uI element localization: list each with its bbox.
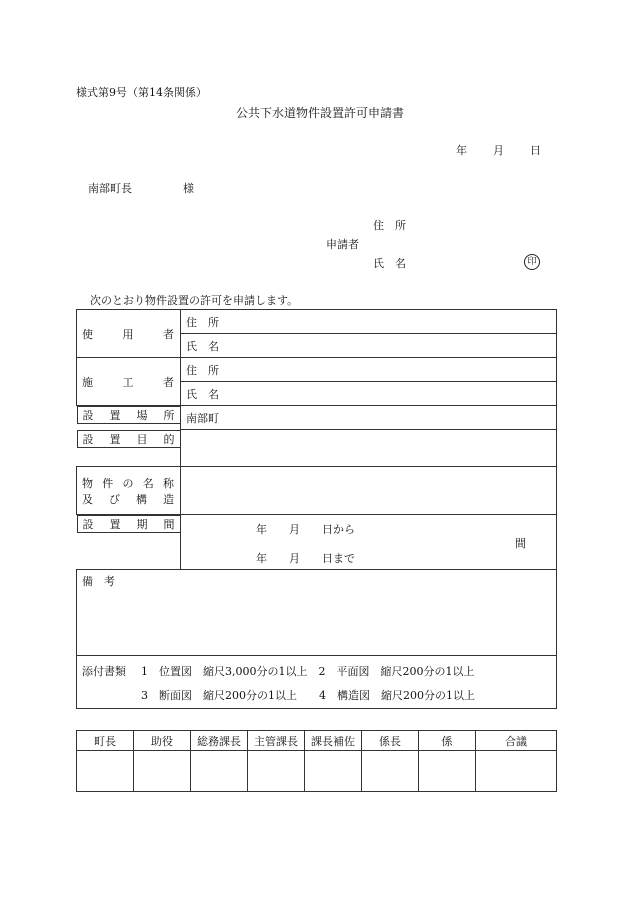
period-to: 年 月 日まで <box>256 552 355 565</box>
approval-stamp-7 <box>476 751 557 792</box>
attachments-line2: 3 断面図 縮尺200分の1以上 4 構造図 縮尺200分の1以上 <box>141 689 475 702</box>
period-span: 間 <box>515 537 526 550</box>
approval-stamp-5 <box>362 751 419 792</box>
location-value: 南部町 <box>181 406 557 430</box>
attachments-label: 添付書類 <box>82 665 126 678</box>
seal-icon <box>524 254 540 270</box>
user-label <box>82 326 175 342</box>
purpose-label: 設 置 目 的 <box>77 430 181 448</box>
object-label-line2: 及 び 構 造 <box>82 492 174 506</box>
user-label-text: 使 用 者 <box>82 327 174 341</box>
approval-header-2: 総務課長 <box>191 731 248 751</box>
attachments-line1: 1 位置図 縮尺3,000分の1以上 2 平面図 縮尺200分の1以上 <box>141 665 475 678</box>
contractor-name-label: 氏 名 <box>181 382 557 406</box>
approval-header-6: 係 <box>419 731 476 751</box>
approval-stamp-3 <box>248 751 305 792</box>
addressee-name: 南部町長 <box>88 182 132 195</box>
approval-header-3: 主管課長 <box>248 731 305 751</box>
approval-stamp-4 <box>305 751 362 792</box>
object-value <box>181 467 557 515</box>
applicant-label: 申請者 <box>326 238 359 251</box>
approval-table <box>76 730 557 792</box>
date-day: 日 <box>530 144 541 157</box>
user-name-label: 氏 名 <box>181 334 557 358</box>
object-label-line1: 物 件 の 名 称 <box>82 476 174 490</box>
approval-header-5: 係長 <box>362 731 419 751</box>
page-title: 公共下水道物件設置許可申請書 <box>236 106 405 120</box>
remarks-cell <box>77 570 557 656</box>
contractor-address-label: 住 所 <box>181 358 557 382</box>
approval-header-7: 合議 <box>476 731 557 751</box>
purpose-value <box>181 430 557 467</box>
user-label-cell <box>77 310 181 358</box>
application-table <box>76 309 557 709</box>
period-from: 年 月 日から <box>256 523 355 536</box>
approval-stamp-6 <box>419 751 476 792</box>
applicant-address-label: 住 所 <box>373 219 406 232</box>
approval-header-1: 助役 <box>134 731 191 751</box>
contractor-label: 施 工 者 <box>82 375 174 389</box>
contractor-label-cell <box>77 358 181 406</box>
approval-header-0: 町長 <box>77 731 134 751</box>
user-address-label: 住 所 <box>181 310 557 334</box>
remarks-label: 備 考 <box>82 575 115 588</box>
approval-stamp-1 <box>134 751 191 792</box>
attachments-cell <box>77 656 557 709</box>
period-label: 設 置 期 間 <box>77 515 181 533</box>
approval-header-4: 課長補佐 <box>305 731 362 751</box>
addressee-honorific: 様 <box>183 182 194 195</box>
statement: 次のとおり物件設置の許可を申請します。 <box>90 294 299 307</box>
date-year: 年 <box>456 144 467 157</box>
approval-stamp-0 <box>77 751 134 792</box>
object-label-cell <box>77 467 181 515</box>
approval-stamp-2 <box>191 751 248 792</box>
date-month: 月 <box>493 144 504 157</box>
location-label: 設 置 場 所 <box>77 406 181 424</box>
seal-mark: 印 <box>524 254 540 270</box>
applicant-name-label: 氏 名 <box>373 257 406 270</box>
form-number: 様式第9号（第14条関係） <box>76 86 207 99</box>
period-value <box>181 515 557 570</box>
